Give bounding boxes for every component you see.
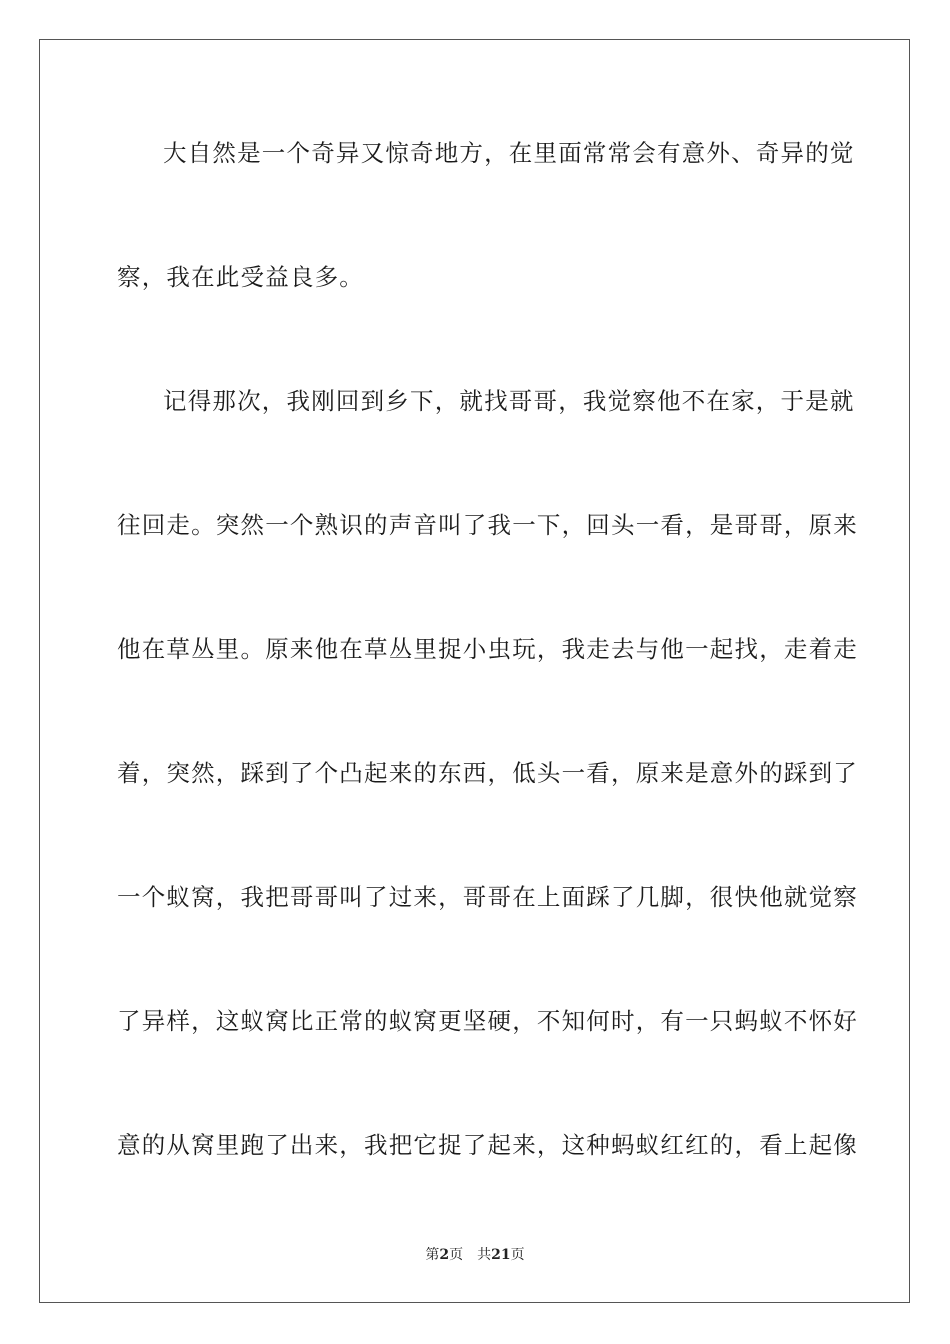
page-footer: [0, 1246, 950, 1264]
paragraph-line-3: 记得那次，我刚回到乡下，就找哥哥，我觉察他不在家，于是就: [163, 387, 855, 415]
paragraph-line-2: 察，我在此受益良多。: [117, 263, 364, 291]
page-border: [39, 39, 910, 1303]
total-prefix: 共: [477, 1247, 492, 1263]
total-suffix: 页: [510, 1247, 525, 1263]
paragraph-line-4: 往回走。突然一个熟识的声音叫了我一下，回头一看，是哥哥，原来: [117, 511, 858, 539]
page-suffix: 页: [449, 1247, 464, 1263]
paragraph-line-1: 大自然是一个奇异又惊奇地方，在里面常常会有意外、奇异的觉: [163, 139, 855, 167]
paragraph-line-5: 他在草丛里。原来他在草丛里捉小虫玩，我走去与他一起找，走着走: [117, 635, 858, 663]
paragraph-line-7: 一个蚁窝，我把哥哥叫了过来，哥哥在上面踩了几脚，很快他就觉察: [117, 883, 858, 911]
total-pages: 21: [491, 1247, 511, 1263]
page-number: 2: [439, 1247, 450, 1263]
paragraph-line-6: 着，突然，踩到了个凸起来的东西，低头一看，原来是意外的踩到了: [117, 759, 858, 787]
page-prefix: 第: [425, 1247, 440, 1263]
paragraph-line-8: 了异样，这蚁窝比正常的蚁窝更坚硬，不知何时，有一只蚂蚁不怀好: [117, 1007, 858, 1035]
paragraph-line-9: 意的从窝里跑了出来，我把它捉了起来，这种蚂蚁红红的，看上起像: [117, 1131, 858, 1159]
